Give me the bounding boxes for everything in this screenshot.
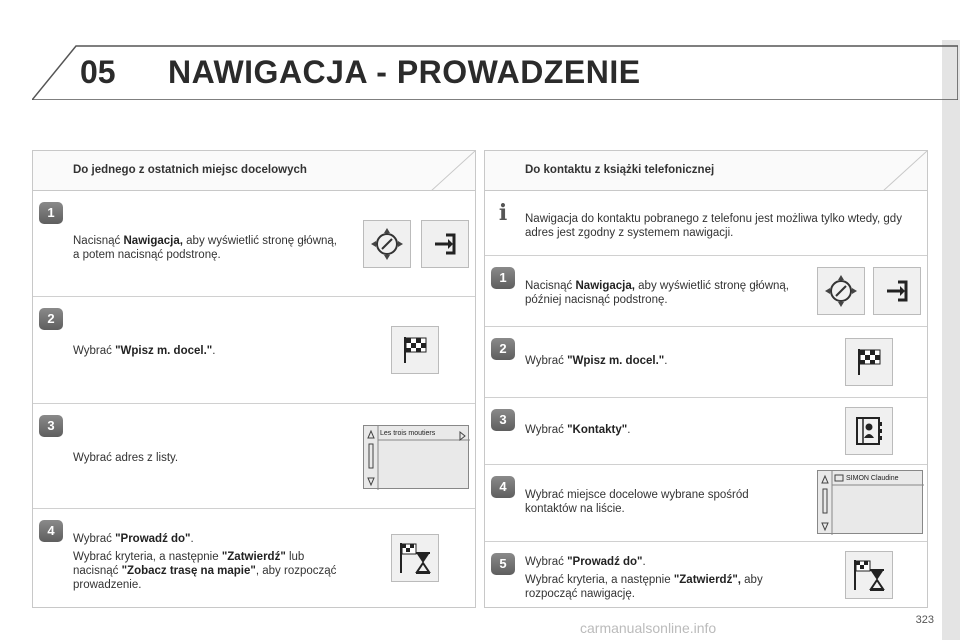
page-number: 323 [915, 614, 934, 626]
chapter-number: 05 [80, 54, 116, 90]
step-badge: 3 [39, 415, 63, 437]
right-column-header [485, 151, 927, 191]
step-text: Wybrać "Wpisz m. docel.". [525, 355, 668, 367]
left-column [32, 150, 476, 608]
step-badge: 2 [39, 308, 63, 330]
navigation-knob-icon [363, 220, 411, 268]
screen-list-item: Les trois moutiers [380, 430, 436, 437]
enter-arrow-icon [421, 220, 469, 268]
checkered-flag-icon [845, 338, 893, 386]
step-badge: 4 [39, 520, 63, 542]
left-column-header [33, 151, 475, 191]
right-column [484, 150, 928, 608]
enter-arrow-icon [873, 267, 921, 315]
step-badge: 1 [491, 267, 515, 289]
page-edge-strip [942, 40, 960, 640]
step-row [33, 510, 475, 608]
step-row [485, 399, 927, 465]
step-text: Wybrać "Kontakty". [525, 424, 631, 436]
flag-hourglass-icon [845, 551, 893, 599]
step-row [485, 328, 927, 398]
page-header [32, 44, 958, 100]
left-column-title: Do jednego z ostatnich miejsc docelowych [73, 164, 307, 176]
step-text: Nacisnąć Nawigacja, aby wyświetlić stronę główną, a potem nacisnąć podstronę. [73, 235, 337, 261]
step-text: Wybrać "Prowadź do". Wybrać kryteria, a następnie "Zatwierdź", aby rozpocząć nawigację. [525, 556, 763, 600]
step-row [485, 543, 927, 608]
step-badge: 4 [491, 476, 515, 498]
step-row [485, 466, 927, 542]
step-row [485, 257, 927, 327]
screen-list-item: SIMON Claudine [846, 475, 899, 482]
step-badge: 3 [491, 409, 515, 431]
step-row [33, 192, 475, 297]
step-row [33, 298, 475, 404]
info-icon: i [498, 200, 508, 226]
flag-hourglass-icon [391, 534, 439, 582]
watermark: carmanualsonline.info [580, 620, 717, 636]
navigation-knob-icon [817, 267, 865, 315]
contacts-book-icon [845, 407, 893, 455]
checkered-flag-icon [391, 326, 439, 374]
step-badge: 5 [491, 553, 515, 575]
step-text: Wybrać miejsce docelowe wybrane spośród kontaktów na liście. [525, 489, 749, 515]
chapter-title: NAWIGACJA - PROWADZENIE [168, 54, 641, 90]
step-text: Wybrać adres z listy. [73, 452, 179, 464]
info-row [485, 192, 927, 256]
contact-list-screen [817, 470, 923, 534]
right-column-title: Do kontaktu z książki telefonicznej [525, 164, 715, 176]
step-badge: 2 [491, 338, 515, 360]
step-text: Wybrać "Prowadź do". Wybrać kryteria, a następnie "Zatwierdź" lub nacisnąć "Zobacz trasę na mapie", aby rozpocząć prowadzenie. [73, 533, 337, 591]
header-corner-shape [431, 151, 475, 191]
step-text: Wybrać "Wpisz m. docel.". [73, 345, 216, 357]
step-row [33, 405, 475, 509]
step-badge: 1 [39, 202, 63, 224]
step-text: Nacisnąć Nawigacja, aby wyświetlić stronę główną, później nacisnąć podstronę. [525, 280, 789, 306]
header-corner-shape [883, 151, 927, 191]
destination-list-screen [363, 425, 469, 489]
info-text: Nawigacja do kontaktu pobranego z telefonu jest możliwa tylko wtedy, gdy adres jest zgodny z systemem nawigacji. [525, 213, 902, 239]
